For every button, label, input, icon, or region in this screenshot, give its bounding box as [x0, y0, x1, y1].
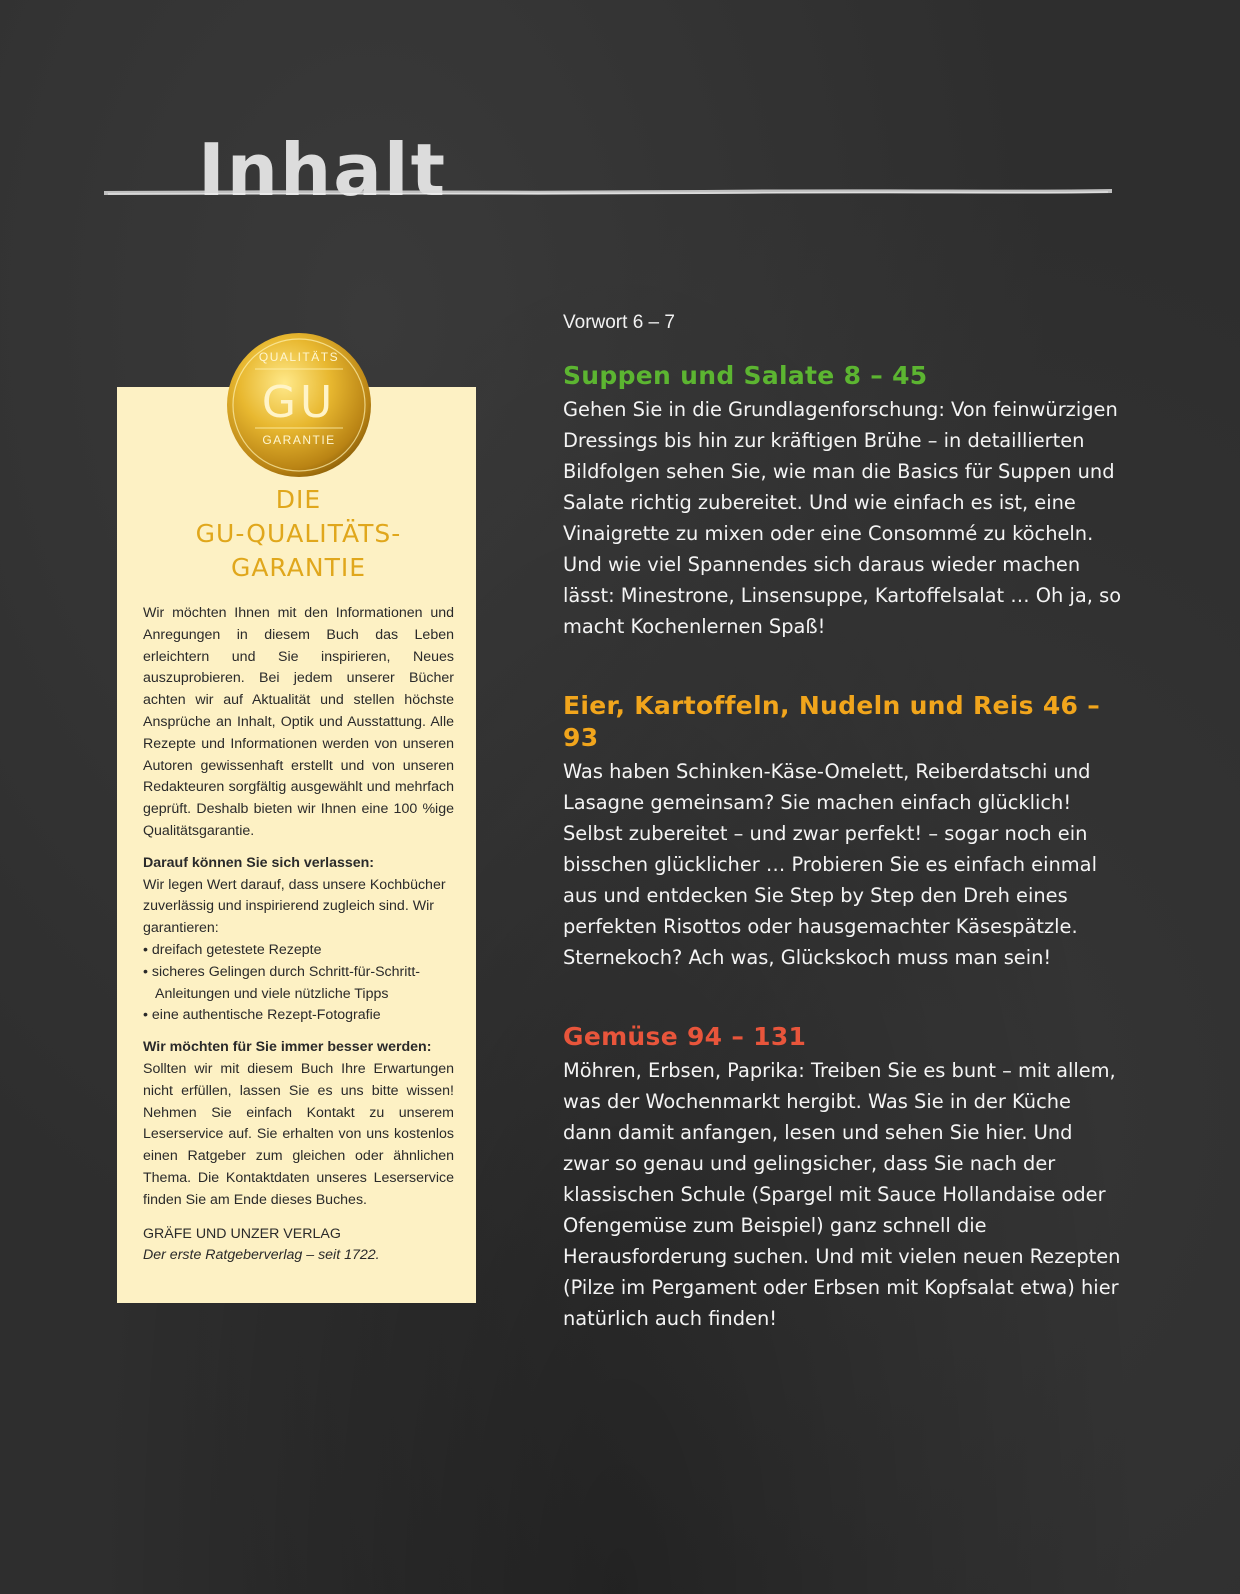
toc-section-gemuese: [563, 1021, 1123, 1334]
section-text: Gehen Sie in die Grundlagenforschung: Von feinwürzigen Dressings bis hin zur kräftigen Brühe – in detaillierten Bildfolgen sehen Sie, wie man die Basics für Suppen und Salate richtig zubereitet. Und wie einfach es ist, eine Vinaigrette zu mixen oder eine Consommé zu köcheln. Und wie viel Spannendes sich daraus wieder machen lässt: Minestrone, Linsensuppe, Kartoffelsalat … Oh ja, so macht Kochenlernen Spaß!: [563, 398, 1122, 638]
section-title: Gemüse 94 – 131: [563, 1022, 807, 1051]
section-text: Was haben Schinken-Käse-Omelett, Reiberdatschi und Lasagne gemeinsam? Sie machen einfach glücklich! Selbst zubereitet – und zwar perfekt! – sogar noch ein bisschen glücklicher … Probieren Sie es einfach einmal aus und entdecken Sie Step by Step den Dreh eines perfekten Risottos oder hausgemachter Käsespätzle. Sternekoch? Ach was, Glückskoch muss man sein!: [563, 760, 1097, 969]
page-title: Inhalt: [198, 128, 447, 213]
section-title: Eier, Kartoffeln, Nudeln und Reis 46 – 93: [563, 691, 1101, 752]
seal-mark: GU: [261, 377, 337, 428]
guarantee-rely-heading: Darauf können Sie sich verlassen:: [143, 854, 375, 871]
publisher-tagline: Der erste Ratgeberverlag – seit 1722.: [143, 1247, 380, 1264]
guarantee-better-text: Sollten wir mit diesem Buch Ihre Erwartungen nicht erfüllen, lassen Sie es uns bitte wissen! Nehmen Sie einfach Kontakt zu unserem Leserservice auf. Sie erhalten von uns kostenlos einen Ratgeber zum gleichen oder ähnlichen Thema. Die Kontaktdaten unseres Leserservice finden Sie am Ende dieses Buches.: [143, 1060, 454, 1208]
section-title: Suppen und Salate 8 – 45: [563, 361, 928, 390]
toc-section-suppen: [563, 360, 1123, 642]
list-item: • sicheres Gelingen durch Schritt-für-Schritt-Anleitungen und viele nützliche Tipps: [143, 962, 454, 1006]
list-item: • dreifach getestete Rezepte: [143, 940, 454, 962]
publisher-name: GRÄFE UND UNZER VERLAG: [143, 1225, 341, 1242]
guarantee-rely-text: Wir legen Wert darauf, dass unsere Kochbücher zuverlässig und inspirierend zugleich sind. Wir garantieren:: [143, 876, 446, 937]
guarantee-intro: Wir möchten Ihnen mit den Informationen und Anregungen in diesem Buch das Leben erleichtern und Sie inspirieren, Neues auszuprobieren. Bei jedem unserer Bücher achten wir auf Aktualität und stellen höchste Ansprüche an Inhalt, Optik und Ausstattung. Alle Rezepte und Informationen werden von unseren Autoren gewissenhaft erstellt und von unseren Redakteuren sorgfältig ausgewählt und mehrfach geprüft. Deshalb bieten wir Ihnen eine 100 %ige Qualitätsgarantie.: [143, 605, 454, 839]
quality-guarantee-box: [117, 387, 476, 1303]
chalk-divider: [104, 188, 1112, 197]
table-of-contents: [563, 312, 1123, 1382]
section-text: Möhren, Erbsen, Paprika: Treiben Sie es bunt – mit allem, was der Wochenmarkt hergibt. Was Sie in der Küche dann damit anfangen, lesen und sehen Sie hier. Und zwar so genau und gelingsicher, dass Sie nach der klassischen Schule (Spargel mit Sauce Hollandaise oder Ofengemüse zum Beispiel) ganz schnell die Herausforderung suchen. Und mit vielen neuen Rezepten (Pilze im Pergament oder Erbsen mit Kopfsalat etwa) hier natürlich auch finden!: [563, 1059, 1121, 1330]
seal-top-text: QUALITÄTS: [258, 350, 340, 364]
seal-bottom-text: GARANTIE: [262, 433, 336, 447]
toc-section-eier: [563, 690, 1123, 973]
toc-vorwort: Vorwort 6 – 7: [563, 312, 675, 333]
guarantee-list: [143, 940, 454, 1027]
guarantee-heading: DIE GU-QUALITÄTS- GARANTIE: [195, 485, 402, 582]
gu-seal-icon: [225, 331, 373, 479]
guarantee-better-heading: Wir möchten für Sie immer besser werden:: [143, 1039, 432, 1056]
list-item: • eine authentische Rezept-Fotografie: [143, 1005, 454, 1027]
